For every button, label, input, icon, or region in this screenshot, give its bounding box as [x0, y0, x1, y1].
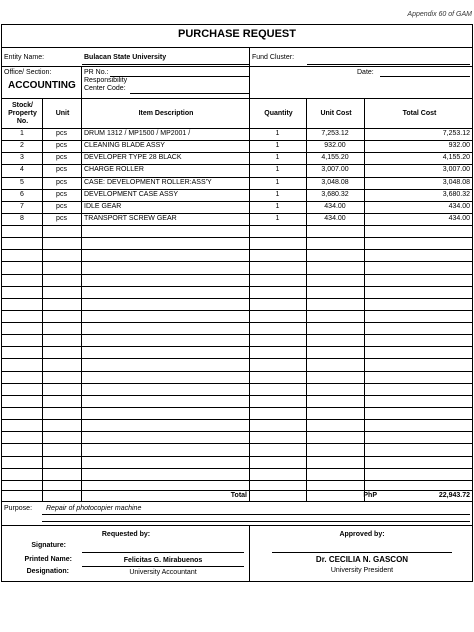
- grid-line: [2, 431, 472, 432]
- office-section-label: Office/ Section:: [4, 69, 52, 76]
- purpose-value: Repair of photocopier machine: [46, 505, 142, 512]
- item-quantity: 1: [275, 166, 280, 174]
- grid-line: [2, 346, 472, 347]
- pr-no-underline: [110, 76, 250, 77]
- item-unit-cost: 3,048.08: [321, 178, 349, 186]
- grid-line: [2, 443, 472, 444]
- requested-name-line: [82, 566, 244, 567]
- item-quantity: 1: [275, 190, 280, 198]
- item-total-cost: 4,155.20: [442, 154, 470, 162]
- approved-designation: University President: [330, 567, 394, 574]
- total-label: Total: [230, 492, 247, 499]
- item-total-cost: 3,680.32: [442, 190, 470, 198]
- grid-line: [2, 371, 472, 372]
- divider: [2, 47, 472, 48]
- item-unit: pcs: [56, 190, 67, 198]
- rcc-label-1: Responsibility: [84, 77, 128, 84]
- item-total-cost: 7,253.12: [442, 130, 470, 137]
- date-underline: [380, 76, 470, 77]
- grid-line: [2, 310, 472, 311]
- item-unit: pcs: [56, 142, 67, 150]
- item-description: DEVELOPMENT CASE ASSY: [84, 190, 179, 198]
- form-title: PURCHASE REQUEST: [178, 28, 296, 40]
- grid-line: [2, 286, 472, 287]
- grid-line: [2, 213, 472, 214]
- item-total-cost: 3,048.08: [442, 178, 470, 186]
- requested-printed-name: Felicitas G. Mirabuenos: [123, 557, 203, 564]
- grid-line: [2, 261, 472, 262]
- col-unit-cost: Unit Cost: [320, 110, 352, 117]
- grid-line: [2, 225, 472, 226]
- appendix-note: Appendix 60 of GAM: [407, 11, 472, 18]
- item-no: 4: [20, 166, 24, 174]
- item-total-cost: 434.00: [448, 214, 470, 222]
- item-description: CASE: DEVELOPMENT ROLLER:ASS'Y: [84, 178, 212, 186]
- item-quantity: 1: [275, 142, 280, 150]
- item-unit: pcs: [56, 214, 67, 222]
- divider: [2, 490, 472, 491]
- item-quantity: 1: [275, 214, 280, 222]
- grid-line: [2, 468, 472, 469]
- item-unit-cost: 7,253.12: [321, 130, 349, 137]
- purpose-label: Purpose:: [4, 505, 33, 512]
- divider: [2, 66, 472, 67]
- col-item-description: Item Description: [138, 110, 194, 117]
- item-unit-cost: 434.00: [324, 214, 346, 222]
- entity-underline: [82, 64, 250, 65]
- item-no: 3: [20, 154, 24, 162]
- item-unit-cost: 3,007.00: [321, 166, 349, 174]
- requested-by-header: Requested by:: [101, 531, 151, 538]
- grid-line: [2, 177, 472, 178]
- rcc-underline: [130, 93, 250, 94]
- item-description: IDLE GEAR: [84, 202, 122, 210]
- item-no: 2: [20, 142, 24, 150]
- col-stock-no: [2, 102, 43, 126]
- col-unit: Unit: [55, 110, 70, 117]
- grid-line: [2, 237, 472, 238]
- fund-cluster-underline: [307, 64, 470, 65]
- item-description: TRANSPORT SCREW GEAR: [84, 214, 177, 222]
- item-unit-cost: 932.00: [324, 142, 346, 150]
- col-total-cost: Total Cost: [402, 110, 437, 117]
- grid-line: [2, 456, 472, 457]
- purchase-request-form: [1, 24, 473, 582]
- item-unit: pcs: [56, 166, 67, 174]
- col-quantity: Quantity: [264, 110, 293, 117]
- item-unit: pcs: [56, 130, 67, 137]
- grid-line: [2, 419, 472, 420]
- grid-line: [2, 140, 472, 141]
- item-quantity: 1: [275, 202, 280, 210]
- item-quantity: 1: [275, 154, 280, 162]
- col-divider: [249, 47, 250, 98]
- grid-line: [2, 395, 472, 396]
- approved-by-header: Approved by:: [339, 531, 385, 538]
- grid-line: [2, 334, 472, 335]
- item-unit: pcs: [56, 178, 67, 186]
- col-stock-line2: Property: [8, 110, 37, 117]
- entity-name-label: Entity Name:: [4, 54, 45, 61]
- total-value: 22,943.72: [438, 492, 470, 499]
- approved-printed-name: Dr. CECILIA N. GASCON: [315, 555, 409, 564]
- grid-line: [2, 322, 472, 323]
- item-unit: pcs: [56, 202, 67, 210]
- item-unit-cost: 434.00: [324, 202, 346, 210]
- item-description: CHARGE ROLLER: [84, 166, 144, 174]
- item-no: 1: [20, 130, 24, 137]
- date-label: Date:: [357, 69, 374, 76]
- grid-line: [2, 201, 472, 202]
- grid-line: [2, 383, 472, 384]
- item-no: 7: [20, 202, 24, 210]
- item-no: 8: [20, 214, 24, 222]
- item-total-cost: 932.00: [448, 142, 470, 150]
- col-stock-line1: Stock/: [11, 102, 33, 109]
- pr-no-label: PR No.:: [84, 69, 109, 76]
- item-total-cost: 3,007.00: [442, 166, 470, 174]
- grid-line: [2, 274, 472, 275]
- col-stock-line3: No.: [16, 118, 29, 125]
- col-divider: [81, 98, 82, 501]
- divider: [2, 501, 472, 502]
- divider: [2, 98, 472, 99]
- designation-label: Designation:: [26, 568, 69, 575]
- grid-line: [2, 152, 472, 153]
- item-description: DRUM 1312 / MP1500 / MP2001 /: [84, 130, 191, 137]
- fund-cluster-label: Fund Cluster:: [252, 54, 295, 61]
- item-description: DEVELOPER TYPE 28 BLACK: [84, 154, 182, 162]
- item-unit-cost: 4,155.20: [321, 154, 349, 162]
- item-unit-cost: 3,680.32: [321, 190, 349, 198]
- grid-line: [2, 358, 472, 359]
- total-currency: PhP: [363, 492, 377, 499]
- grid-line: [2, 189, 472, 190]
- item-description: CLEANING BLADE ASSY: [84, 142, 165, 150]
- rcc-label-2: Center Code:: [84, 85, 126, 92]
- grid-line: [2, 249, 472, 250]
- signature-label: Signature:: [31, 542, 66, 549]
- item-quantity: 1: [275, 178, 280, 186]
- approved-signature-line: [272, 552, 452, 553]
- item-unit: pcs: [56, 154, 67, 162]
- purpose-underline-1: [42, 514, 470, 515]
- requested-signature-line: [82, 552, 244, 553]
- item-total-cost: 434.00: [448, 202, 470, 210]
- item-no: 6: [20, 190, 24, 198]
- office-section-value: ACCOUNTING: [8, 80, 76, 91]
- entity-name-value: Bulacan State University: [84, 54, 167, 61]
- grid-line: [2, 164, 472, 165]
- col-divider: [81, 66, 82, 98]
- purpose-underline-2: [42, 521, 470, 522]
- item-quantity: 1: [275, 130, 280, 137]
- divider: [2, 128, 472, 129]
- grid-line: [2, 407, 472, 408]
- grid-line: [2, 298, 472, 299]
- item-no: 5: [20, 178, 24, 186]
- requested-designation: University Accountant: [129, 569, 197, 576]
- grid-line: [2, 480, 472, 481]
- divider: [2, 525, 472, 526]
- printed-name-label: Printed Name:: [24, 556, 72, 563]
